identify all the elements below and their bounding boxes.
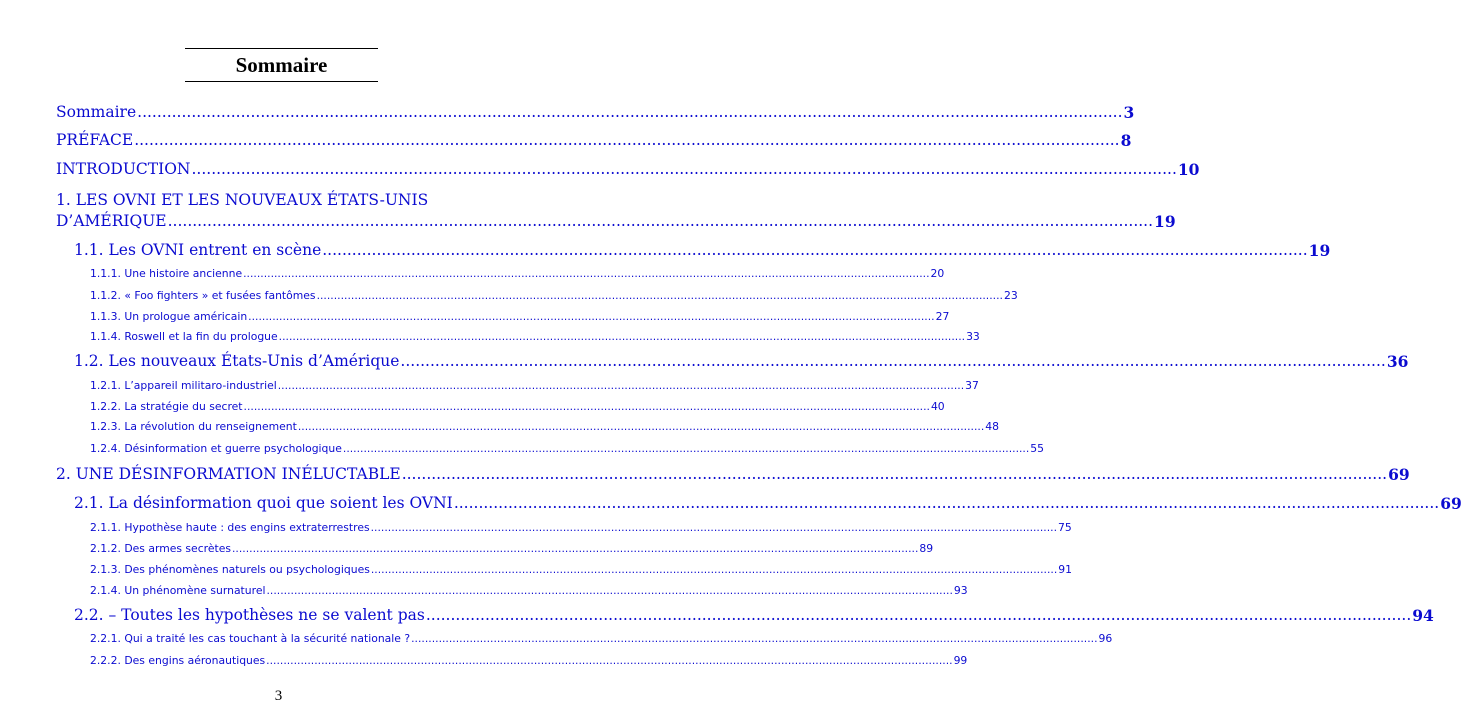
- toc-entry-1-2-2[interactable]: [90, 400, 945, 413]
- toc-entry-page: 69: [1388, 465, 1410, 484]
- dot-leader: ........................................................................................................................................................................................................: [134, 131, 1120, 149]
- toc-entry-page: 40: [930, 400, 945, 413]
- toc-entry-label: 1.2.3. La révolution du renseignement: [90, 420, 297, 433]
- toc-entry-1-1-1[interactable]: [90, 267, 945, 280]
- toc-entry-label: 2.1.1. Hypothèse haute : des engins extraterrestres: [90, 521, 370, 534]
- toc-entry-1-1[interactable]: [74, 241, 1331, 260]
- toc-entry-2-2[interactable]: [74, 606, 1434, 625]
- toc-entry-label: 2.1.2. Des armes secrètes: [90, 542, 231, 555]
- dot-leader: ........................................................................................................................................................................................................: [243, 400, 930, 413]
- dot-leader: ........................................................................................................................................................................................................: [411, 632, 1098, 645]
- toc-entry-page: 27: [935, 310, 950, 323]
- toc-entry-label: 1.2.1. L’appareil militaro-industriel: [90, 379, 277, 392]
- toc-entry-label: 2.1. La désinformation quoi que soient les OVNI: [74, 494, 453, 512]
- toc-entry-label: Sommaire: [56, 103, 137, 121]
- dot-leader: ........................................................................................................................................................................................................: [266, 584, 953, 597]
- toc-entry-label: 2.2.1. Qui a traité les cas touchant à la sécurité nationale ?: [90, 632, 411, 645]
- toc-entry-1-2-4[interactable]: [90, 442, 1045, 455]
- toc-entry-1-1-4[interactable]: [90, 330, 980, 343]
- dot-leader: ........................................................................................................................................................................................................: [425, 606, 1412, 624]
- toc-entry-chapter-1[interactable]: [56, 193, 490, 209]
- toc-entry-page: 75: [1058, 521, 1072, 534]
- dot-leader: ........................................................................................................................................................................................................: [191, 160, 1177, 178]
- toc-entry-label: 1.1.4. Roswell et la fin du prologue: [90, 330, 278, 343]
- dot-leader: ........................................................................................................................................................................................................: [266, 654, 953, 667]
- toc-entry-page: 10: [1177, 160, 1200, 179]
- dot-leader: ........................................................................................................................................................................................................: [231, 542, 919, 555]
- dot-leader: ........................................................................................................................................................................................................: [167, 212, 1154, 230]
- toc-entry-2-1-4[interactable]: [90, 584, 968, 597]
- toc-entry-label: 1.2.2. La stratégie du secret: [90, 400, 243, 413]
- toc-entry-1-2-1[interactable]: [90, 379, 979, 392]
- toc-entry-page: 33: [966, 330, 980, 343]
- toc-entry-page: 8: [1120, 131, 1132, 150]
- toc-entry-1-2-3[interactable]: [90, 420, 1000, 433]
- toc-entry-page: 94: [1412, 606, 1434, 625]
- title-box: [185, 48, 378, 82]
- toc-entry-label: 2.2. – Toutes les hypothèses ne se valent pas: [74, 606, 425, 624]
- toc-entry-2-1[interactable]: [74, 494, 1462, 513]
- toc-entry-label: 1.1.1. Une histoire ancienne: [90, 267, 243, 280]
- toc-entry-introduction[interactable]: [56, 160, 1200, 179]
- toc-entry-label: PRÉFACE: [56, 131, 134, 149]
- dot-leader: ........................................................................................................................................................................................................: [243, 267, 930, 280]
- toc-entry-1-2[interactable]: [74, 352, 1409, 371]
- toc-entry-page: 69: [1440, 494, 1462, 513]
- toc-entry-2-1-3[interactable]: [90, 563, 1072, 576]
- toc-entry-page: 3: [1123, 103, 1135, 122]
- toc-entry-label: 2.1.4. Un phénomène surnaturel: [90, 584, 266, 597]
- dot-leader: ........................................................................................................................................................................................................: [137, 103, 1123, 121]
- toc-entry-label: 1.1.2. « Foo fighters » et fusées fantômes: [90, 289, 316, 302]
- toc-entry-sommaire[interactable]: [56, 103, 1135, 122]
- toc-entry-page: 20: [930, 267, 945, 280]
- toc-entry-1-1-2[interactable]: [90, 289, 1018, 302]
- toc-entry-2-1-1[interactable]: [90, 521, 1072, 534]
- toc-entry-label: 1.2. Les nouveaux États-Unis d’Amérique: [74, 352, 400, 370]
- toc-entry-label: INTRODUCTION: [56, 160, 191, 178]
- toc-entry-label: 1.1. Les OVNI entrent en scène: [74, 241, 322, 259]
- dot-leader: ........................................................................................................................................................................................................: [248, 310, 935, 323]
- dot-leader: ........................................................................................................................................................................................................: [400, 352, 1386, 370]
- toc-entry-label: 1.2.4. Désinformation et guerre psychologique: [90, 442, 342, 455]
- toc-entry-page: 55: [1030, 442, 1045, 455]
- page-number: 3: [274, 688, 283, 704]
- toc-entry-2-2-2[interactable]: [90, 654, 968, 667]
- toc-entry-page: 23: [1003, 289, 1018, 302]
- dot-leader: ........................................................................................................................................................................................................: [453, 494, 1440, 512]
- dot-leader: ........................................................................................................................................................................................................: [278, 330, 966, 343]
- toc-entry-page: 91: [1058, 563, 1072, 576]
- toc-entry-page: 96: [1098, 632, 1113, 645]
- dot-leader: ........................................................................................................................................................................................................: [401, 465, 1388, 483]
- dot-leader: ........................................................................................................................................................................................................: [316, 289, 1003, 302]
- toc-entry-2-2-1[interactable]: [90, 632, 1113, 645]
- toc-entry-page: 19: [1154, 212, 1176, 231]
- toc-entry-chapter-2[interactable]: [56, 465, 1410, 484]
- toc-entry-label: 2.2.2. Des engins aéronautiques: [90, 654, 266, 667]
- dot-leader: ........................................................................................................................................................................................................: [322, 241, 1308, 259]
- toc-entry-page: 36: [1386, 352, 1409, 371]
- dot-leader: ........................................................................................................................................................................................................: [370, 563, 1058, 576]
- dot-leader: ........................................................................................................................................................................................................: [277, 379, 965, 392]
- toc-entry-1-1-3[interactable]: [90, 310, 950, 323]
- toc-entry-label-line2: D’AMÉRIQUE: [56, 212, 167, 230]
- toc-entry-chapter-1-continued[interactable]: [56, 212, 1176, 231]
- toc-entry-label: 2. UNE DÉSINFORMATION INÉLUCTABLE: [56, 465, 401, 483]
- toc-entry-label-line1: 1. LES OVNI ET LES NOUVEAUX ÉTATS-UNIS: [56, 191, 429, 209]
- toc-entry-2-1-2[interactable]: [90, 542, 934, 555]
- toc-entry-preface[interactable]: [56, 131, 1132, 150]
- page-title: Sommaire: [235, 52, 328, 77]
- toc-entry-page: 48: [985, 420, 1000, 433]
- toc-entry-label: 2.1.3. Des phénomènes naturels ou psychologiques: [90, 563, 370, 576]
- dot-leader: ........................................................................................................................................................................................................: [342, 442, 1030, 455]
- toc-entry-page: 99: [953, 654, 968, 667]
- toc-entry-page: 37: [965, 379, 979, 392]
- toc-entry-page: 89: [919, 542, 934, 555]
- toc-entry-page: 19: [1308, 241, 1331, 260]
- toc-entry-label: 1.1.3. Un prologue américain: [90, 310, 248, 323]
- dot-leader: ........................................................................................................................................................................................................: [370, 521, 1058, 534]
- dot-leader: ........................................................................................................................................................................................................: [297, 420, 985, 433]
- toc-entry-page: 93: [953, 584, 968, 597]
